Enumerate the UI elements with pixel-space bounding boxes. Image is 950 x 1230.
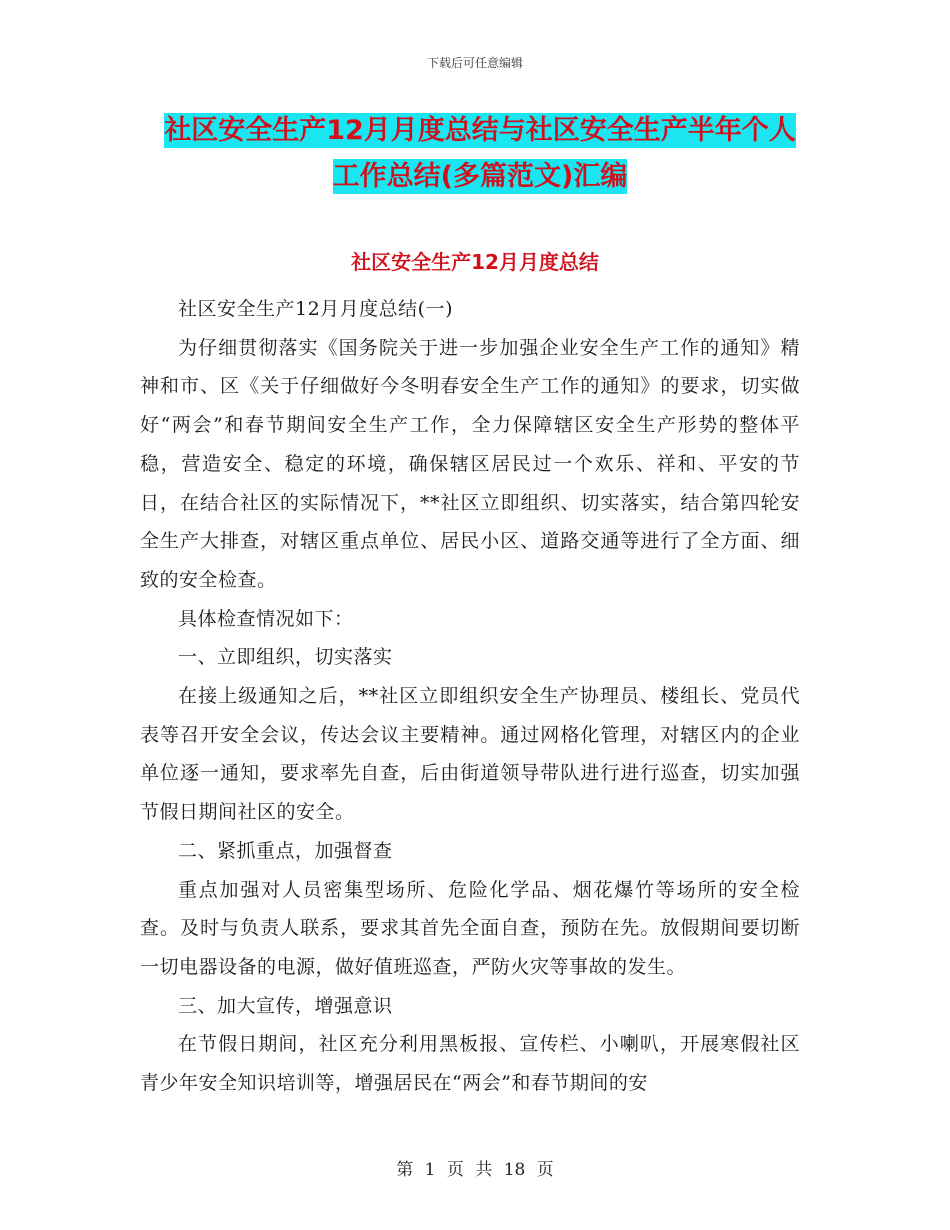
paragraph-body-3: 在节假日期间，社区充分利用黑板报、宣传栏、小喇叭，开展寒假社区青少年安全知识培训等，增强居民在“两会”和春节期间的安 (140, 1033, 800, 1095)
paragraph-heading-2: 二、紧抓重点，加强督查 (178, 839, 393, 862)
paragraph-intro: 为仔细贯彻落实《国务院关于进一步加强企业安全生产工作的通知》精神和市、区《关于仔细做好今冬明春安全生产工作的通知》的要求，切实做好“两会”和春节期间安全生产工作，全力保障辖区安全生产形势的整体平稳，营造安全、稳定的环境，确保辖区居民过一个欢乐、祥和、平安的节日，在结合社区的实际情况下，**社区立即组织、切实落实，结合第四轮安全生产大排查，对辖区重点单位、居民小区、道路交通等进行了全方面、细致的安全检查。 (140, 336, 800, 591)
paragraph-subtitle: 社区安全生产12月月度总结(一) (178, 298, 454, 320)
paragraph-check-intro: 具体检查情况如下： (178, 607, 354, 630)
paragraph-heading-3: 三、加大宣传，增强意识 (178, 994, 393, 1017)
document-title (140, 108, 820, 200)
page-footer: 第 1 页 共 18 页 (396, 1160, 554, 1180)
document-body (140, 290, 800, 1103)
paragraph-body-2: 重点加强对人员密集型场所、危险化学品、烟花爆竹等场所的安全检查。及时与负责人联系，要求其首先全面自查，预防在先。放假期间要切断一切电器设备的电源，做好值班巡查，严防火灾等事故的发生。 (140, 878, 800, 978)
header-note: 下载后可任意编辑 (426, 56, 523, 70)
paragraph-body-1: 在接上级通知之后，**社区立即组织安全生产协理员、楼组长、党员代表等召开安全会议，传达会议主要精神。通过网格化管理，对辖区内的企业单位逐一通知，要求率先自查，后由街道领导带队进行进行巡查，切实加强节假日期间社区的安全。 (140, 685, 800, 824)
section-title: 社区安全生产12月月度总结 (351, 250, 599, 274)
document-title-line2: 工作总结(多篇范文)汇编 (332, 161, 628, 192)
paragraph-heading-1: 一、立即组织，切实落实 (178, 646, 393, 669)
document-title-line1: 社区安全生产12月月度总结与社区安全生产半年个人 (164, 115, 796, 146)
